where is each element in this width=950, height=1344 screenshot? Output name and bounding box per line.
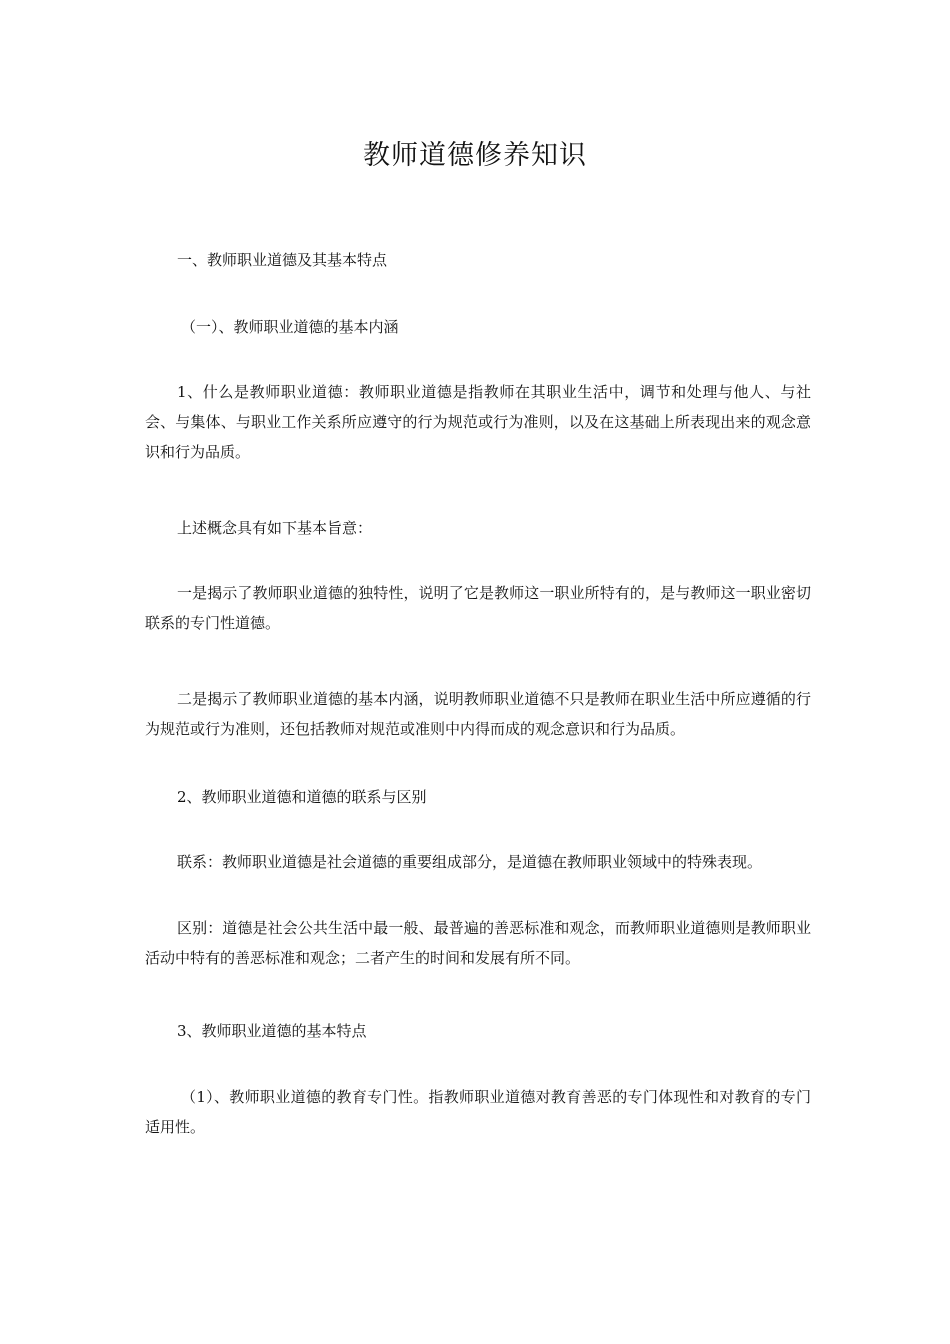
page-title: 教师道德修养知识 xyxy=(363,140,587,171)
body-paragraph: 一是揭示了教师职业道德的独特性，说明了它是教师这一职业所特有的，是与教师这一职业密切联系的专门性道德。 xyxy=(145,584,811,632)
body-paragraph: 1、什么是教师职业道德：教师职业道德是指教师在其职业生活中，调节和处理与他人、与社会、与集体、与职业工作关系所应遵守的行为规范或行为准则，以及在这基础上所表现出来的观念意识和行为品质。 xyxy=(145,383,811,461)
section-heading: 2、教师职业道德和道德的联系与区别 xyxy=(177,788,427,806)
body-paragraph: 二是揭示了教师职业道德的基本内涵，说明教师职业道德不只是教师在职业生活中所应遵循的行为规范或行为准则，还包括教师对规范或准则中内得而成的观念意识和行为品质。 xyxy=(145,690,811,738)
body-paragraph: （1）、教师职业道德的教育专门性。指教师职业道德对教育善恶的专门体现性和对教育的专门适用性。 xyxy=(145,1088,811,1136)
body-paragraph: 区别：道德是社会公共生活中最一般、最普遍的善恶标准和观念，而教师职业道德则是教师职业活动中特有的善恶标准和观念；二者产生的时间和发展有所不同。 xyxy=(145,919,811,967)
body-paragraph: 上述概念具有如下基本旨意： xyxy=(177,519,373,537)
section-heading: 3、教师职业道德的基本特点 xyxy=(177,1022,367,1040)
subsection-heading: （一）、教师职业道德的基本内涵 xyxy=(181,318,399,336)
body-paragraph: 联系：教师职业道德是社会道德的重要组成部分，是道德在教师职业领域中的特殊表现。 xyxy=(177,853,763,871)
section-heading: 一、教师职业道德及其基本特点 xyxy=(177,251,388,269)
